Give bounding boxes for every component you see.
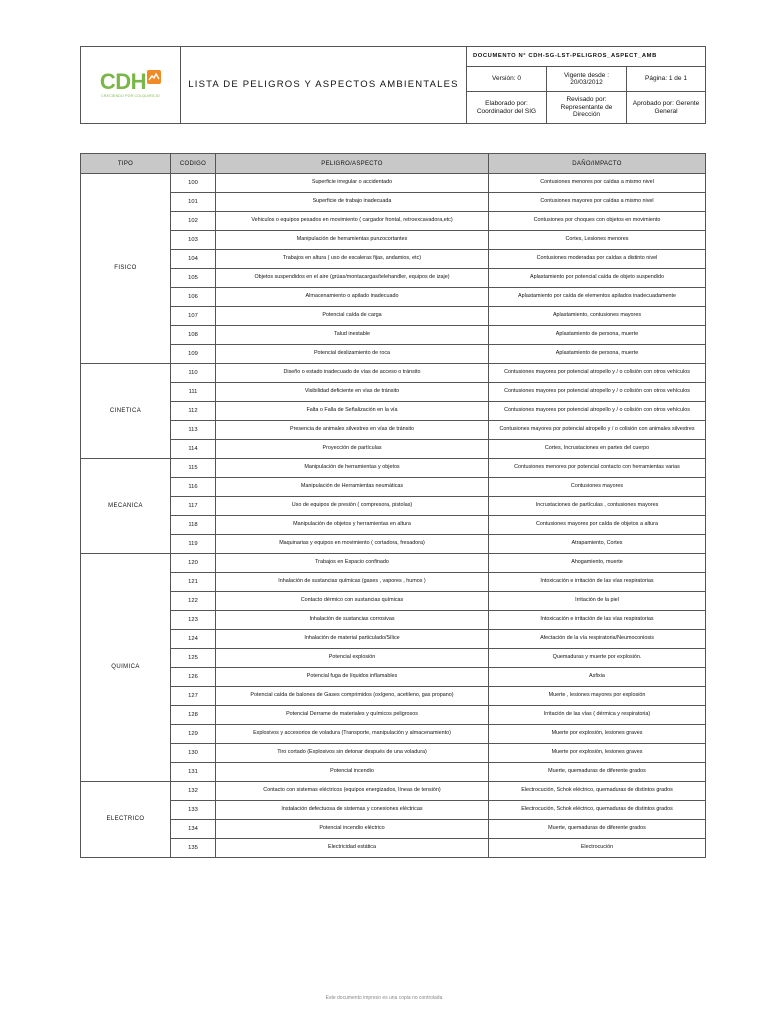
revisado-por: Revisado por: Representante de Dirección xyxy=(547,92,627,124)
column-header-codigo: CODIGO xyxy=(171,154,216,174)
table-row xyxy=(81,440,706,459)
logo-cell xyxy=(81,47,181,124)
code-cell: 105 xyxy=(171,269,216,288)
logo-text: CDH xyxy=(99,69,147,95)
damage-cell: Asfixia xyxy=(489,668,706,687)
code-cell: 106 xyxy=(171,288,216,307)
damage-cell: Contusiones mayores xyxy=(489,478,706,497)
code-cell: 123 xyxy=(171,611,216,630)
hazard-cell: Manipulación de objetos y herramientas en altura xyxy=(216,516,489,535)
table-row xyxy=(81,630,706,649)
table-row xyxy=(81,326,706,345)
column-header-dano: DAÑO/IMPACTO xyxy=(489,154,706,174)
hazard-cell: Trabajos en Espacio confinado xyxy=(216,554,489,573)
table-row xyxy=(81,364,706,383)
hazard-cell: Talud inestable xyxy=(216,326,489,345)
table-row xyxy=(81,193,706,212)
damage-cell: Irritación de las vías ( dérmica y respiratoria) xyxy=(489,706,706,725)
damage-cell: Ahogamiento, muerte xyxy=(489,554,706,573)
logo-mountain-icon xyxy=(147,70,161,84)
vigente-desde: Vigente desde : 20/03/2012 xyxy=(547,67,627,92)
hazard-cell: Uso de equipos de presión ( compresora, pistolas) xyxy=(216,497,489,516)
code-cell: 118 xyxy=(171,516,216,535)
table-row xyxy=(81,706,706,725)
hazard-cell: Proyección de partículas xyxy=(216,440,489,459)
table-row xyxy=(81,288,706,307)
table-row xyxy=(81,573,706,592)
damage-cell: Electrocución, Schok eléctrico, quemaduras de distintos grados xyxy=(489,801,706,820)
hazard-cell: Potencial Derrame de materiales y químicos peligrosos xyxy=(216,706,489,725)
damage-cell: Muerte por explosión, lesiones graves xyxy=(489,725,706,744)
hazard-cell: Contacto dérmico con sustancias químicas xyxy=(216,592,489,611)
table-row xyxy=(81,231,706,250)
damage-cell: Intoxicación e irritación de las vías respiratorias xyxy=(489,611,706,630)
table-row xyxy=(81,763,706,782)
hazard-cell: Potencial caída de carga xyxy=(216,307,489,326)
hazard-cell: Trabajos en altura ( uso de escaleras fijas, andamios, etc) xyxy=(216,250,489,269)
damage-cell: Aplastamiento de persona, muerte xyxy=(489,345,706,364)
damage-cell: Contusiones menores por potencial contacto con herramientas varias xyxy=(489,459,706,478)
table-row xyxy=(81,478,706,497)
code-cell: 115 xyxy=(171,459,216,478)
table-row xyxy=(81,269,706,288)
table-row xyxy=(81,725,706,744)
code-cell: 116 xyxy=(171,478,216,497)
damage-cell: Contusiones moderadas por caídas a distinto nivel xyxy=(489,250,706,269)
code-cell: 102 xyxy=(171,212,216,231)
table-row xyxy=(81,459,706,478)
cdh-logo xyxy=(83,71,178,98)
hazard-cell: Manipulación de Herramientas neumáticas xyxy=(216,478,489,497)
pagina: Página: 1 de 1 xyxy=(627,67,706,92)
code-cell: 110 xyxy=(171,364,216,383)
hazard-cell: Superficie de trabajo inadecuada xyxy=(216,193,489,212)
hazard-cell: Inhalación de sustancias químicas (gases , vapores , humos ) xyxy=(216,573,489,592)
damage-cell: Muerte , lesiones mayores por explosión xyxy=(489,687,706,706)
table-row xyxy=(81,345,706,364)
hazard-cell: Vehiculos o equipos pesados en movimiento ( cargador frontal, retroexcavadora,etc) xyxy=(216,212,489,231)
code-cell: 120 xyxy=(171,554,216,573)
code-cell: 111 xyxy=(171,383,216,402)
damage-cell: Contusiones por choques con objetos en movimiento xyxy=(489,212,706,231)
hazard-cell: Potencial deslizamiento de roca xyxy=(216,345,489,364)
damage-cell: Contusiones mayores por potencial atropello y / o colisión con otros vehículos xyxy=(489,402,706,421)
document-header xyxy=(80,46,706,124)
version: Versión: 0 xyxy=(467,67,547,92)
hazard-cell: Visibilidad deficiente en vías de tránsito xyxy=(216,383,489,402)
code-cell: 107 xyxy=(171,307,216,326)
footer-note: Este documento impreso es una copia no controlada xyxy=(325,995,443,1001)
code-cell: 134 xyxy=(171,820,216,839)
hazard-cell: Potencial incendio eléctrico xyxy=(216,820,489,839)
table-row xyxy=(81,402,706,421)
code-cell: 109 xyxy=(171,345,216,364)
code-cell: 135 xyxy=(171,839,216,858)
code-cell: 112 xyxy=(171,402,216,421)
hazard-cell: Contacto con sistemas eléctricos (equipos energizados, líneas de tensión) xyxy=(216,782,489,801)
table-row xyxy=(81,687,706,706)
column-header-peligro: PELIGRO/ASPECTO xyxy=(216,154,489,174)
table-row xyxy=(81,421,706,440)
code-cell: 133 xyxy=(171,801,216,820)
hazard-cell: Potencial caída de balones de Gases comprimidos (oxígeno, acetileno, gas propano) xyxy=(216,687,489,706)
hazard-cell: Electricidad estática xyxy=(216,839,489,858)
code-cell: 100 xyxy=(171,174,216,193)
code-cell: 122 xyxy=(171,592,216,611)
damage-cell: Quemaduras y muerte por explosión. xyxy=(489,649,706,668)
table-row xyxy=(81,744,706,763)
hazard-cell: Presencia de animales silvestres en vías de tránsito xyxy=(216,421,489,440)
damage-cell: Atrapamiento, Cortes xyxy=(489,535,706,554)
hazard-type-cell: FISICO xyxy=(81,174,171,364)
aprobado-por: Aprobado por: Gerente General xyxy=(627,92,706,124)
table-row xyxy=(81,383,706,402)
table-row xyxy=(81,174,706,193)
damage-cell: Contusiones mayores por caída de objetos a altura xyxy=(489,516,706,535)
damage-cell: Electrocución xyxy=(489,839,706,858)
table-row xyxy=(81,516,706,535)
hazard-cell: Explosivos y accesorios de voladura (Transporte, manipulación y almacenamiento) xyxy=(216,725,489,744)
column-header-tipo: TIPO xyxy=(81,154,171,174)
table-row xyxy=(81,801,706,820)
table-row xyxy=(81,649,706,668)
damage-cell: Contusiones mayores por potencial atropello y / o colisión con animales silvestres xyxy=(489,421,706,440)
code-cell: 104 xyxy=(171,250,216,269)
code-cell: 101 xyxy=(171,193,216,212)
damage-cell: Muerte, quemaduras de diferente grados xyxy=(489,820,706,839)
table-row xyxy=(81,497,706,516)
damage-cell: Cortes, Lesiones menores xyxy=(489,231,706,250)
code-cell: 117 xyxy=(171,497,216,516)
table-row xyxy=(81,535,706,554)
damage-cell: Muerte por explosión, lesiones graves xyxy=(489,744,706,763)
hazard-cell: Almacenamiento o apilado inadecuado xyxy=(216,288,489,307)
code-cell: 114 xyxy=(171,440,216,459)
damage-cell: Electrocución, Schok eléctrico, quemaduras de distintos grados xyxy=(489,782,706,801)
damage-cell: Intoxicación e irritación de las vías respiratorias xyxy=(489,573,706,592)
code-cell: 125 xyxy=(171,649,216,668)
code-cell: 130 xyxy=(171,744,216,763)
hazard-cell: Falta o Falla de Señalización en la vía xyxy=(216,402,489,421)
table-row xyxy=(81,592,706,611)
document-title: LISTA DE PELIGROS Y ASPECTOS AMBIENTALES xyxy=(181,47,467,124)
damage-cell: Aplastamiento por caída de elementos apilados inadecuadamente xyxy=(489,288,706,307)
table-row xyxy=(81,820,706,839)
hazard-cell: Objetos suspendidos en el aire (grúas/montacargas/telehandler, equipos de izaje) xyxy=(216,269,489,288)
damage-cell: Incrustaciones de partículas , contusiones mayores xyxy=(489,497,706,516)
hazard-type-cell: ELECTRICO xyxy=(81,782,171,858)
table-row xyxy=(81,668,706,687)
table-row xyxy=(81,307,706,326)
damage-cell: Irritación de la piel xyxy=(489,592,706,611)
hazard-cell: Potencial fuga de líquidos inflamables xyxy=(216,668,489,687)
hazard-cell: Inhalación de material particulado/Sílice xyxy=(216,630,489,649)
code-cell: 113 xyxy=(171,421,216,440)
code-cell: 131 xyxy=(171,763,216,782)
code-cell: 108 xyxy=(171,326,216,345)
hazard-cell: Potencial incendio xyxy=(216,763,489,782)
hazard-cell: Diseño o estado inadecuado de vías de acceso o tránsito xyxy=(216,364,489,383)
damage-cell: Afectación de la vía respiratoria/Neumoconiosis xyxy=(489,630,706,649)
code-cell: 129 xyxy=(171,725,216,744)
damage-cell: Muerte, quemaduras de diferente grados xyxy=(489,763,706,782)
code-cell: 124 xyxy=(171,630,216,649)
code-cell: 128 xyxy=(171,706,216,725)
table-row xyxy=(81,250,706,269)
hazard-type-cell: MECANICA xyxy=(81,459,171,554)
table-row xyxy=(81,782,706,801)
hazard-cell: Potencial explosión xyxy=(216,649,489,668)
table-header-row xyxy=(81,154,706,174)
hazard-cell: Inhalación de sustancias corrosivas xyxy=(216,611,489,630)
damage-cell: Contusiones mayores por potencial atropello y / o colisión con otros vehículos xyxy=(489,383,706,402)
hazard-type-cell: CINETICA xyxy=(81,364,171,459)
document-code: DOCUMENTO N° CDH-SG-LST-PELIGROS_ASPECT_AMB xyxy=(467,47,706,67)
hazard-cell: Manipulación de herramientas y objetos xyxy=(216,459,489,478)
hazard-cell: Tiro cortado (Explosivos sin detonar después de una voladura) xyxy=(216,744,489,763)
hazard-cell: Manipulación de herramientas punzocortantes xyxy=(216,231,489,250)
code-cell: 127 xyxy=(171,687,216,706)
code-cell: 132 xyxy=(171,782,216,801)
table-row xyxy=(81,212,706,231)
damage-cell: Aplastamiento, contusiones mayores xyxy=(489,307,706,326)
table-row xyxy=(81,839,706,858)
code-cell: 121 xyxy=(171,573,216,592)
table-row xyxy=(81,554,706,573)
hazard-cell: Maquinarias y equipos en movimiento ( cortadora, fresadora) xyxy=(216,535,489,554)
damage-cell: Contusiones mayores por caídas a mismo nivel xyxy=(489,193,706,212)
damage-cell: Cortes, Incrustaciones en partes del cuerpo xyxy=(489,440,706,459)
damage-cell: Aplastamiento de persona, muerte xyxy=(489,326,706,345)
logo-tagline: CRECIENDO POR COLQUIRICIO xyxy=(101,94,160,99)
code-cell: 126 xyxy=(171,668,216,687)
damage-cell: Contusiones menores por caídas a mismo nivel xyxy=(489,174,706,193)
code-cell: 119 xyxy=(171,535,216,554)
hazard-cell: Superficie irregular o accidentado xyxy=(216,174,489,193)
hazard-type-cell: QUIMICA xyxy=(81,554,171,782)
elaborado-por: Elaborado por: Coordinador del SIG xyxy=(467,92,547,124)
code-cell: 103 xyxy=(171,231,216,250)
damage-cell: Contusiones mayores por potencial atropello y / o colisión con otros vehículos xyxy=(489,364,706,383)
hazard-cell: Instalación defectuosa de sistemas y conexiones eléctricas xyxy=(216,801,489,820)
damage-cell: Aplastamiento por potencial caída de objeto suspendido xyxy=(489,269,706,288)
hazard-table xyxy=(80,153,706,858)
table-row xyxy=(81,611,706,630)
